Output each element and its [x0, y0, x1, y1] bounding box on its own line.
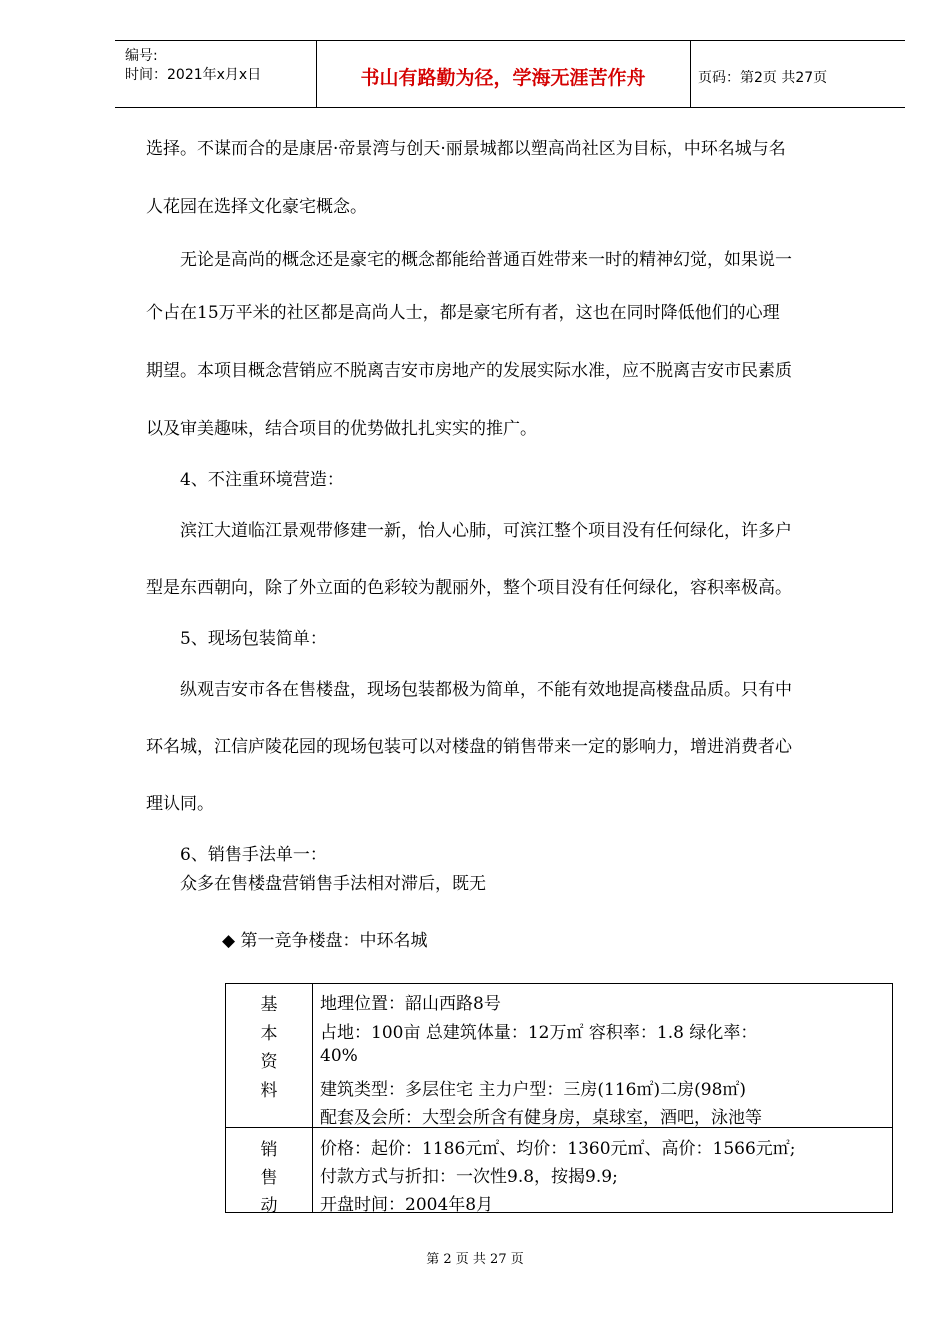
paragraph-line: 人花园在选择文化豪宅概念。: [146, 197, 367, 217]
paragraph-line: 众多在售楼盘营销售手法相对滞后，既无: [180, 874, 486, 894]
section-heading: 4、不注重环境营造：: [180, 470, 344, 490]
project-info-table: [225, 983, 893, 1216]
header-motto: 书山有路勤为径，学海无涯苦作舟: [360, 67, 646, 89]
table-cell-line: 建筑类型：多层住宅 主力户型：三房(116㎡)二房(98㎡): [320, 1080, 747, 1100]
section-heading: 6、销售手法单一：: [180, 845, 327, 865]
paragraph-line: 期望。本项目概念营销应不脱离吉安市房地产的发展实际水准，应不脱离吉安市民素质: [146, 361, 792, 381]
table-cell-line: 价格：起价：1186元㎡、均价：1360元㎡、高价：1566元㎡;: [320, 1139, 796, 1159]
paragraph-line: 以及审美趣味，结合项目的优势做扎扎实实的推广。: [146, 419, 537, 439]
table-column-divider: [312, 984, 313, 1212]
table-cell-line: 占地：100亩 总建筑体量：12万㎡ 容积率：1.8 绿化率：: [320, 1023, 758, 1043]
competitor-heading: [222, 931, 427, 951]
header-number-label: 编号:: [125, 48, 158, 64]
paragraph-line: 滨江大道临江景观带修建一新，怡人心肺，可滨江整个项目没有任何绿化，许多户: [180, 521, 792, 541]
page-header: [115, 40, 905, 108]
table-cell-line: 配套及会所：大型会所含有健身房，桌球室，酒吧，泳池等: [320, 1108, 762, 1128]
paragraph-line: 型是东西朝向，除了外立面的色彩较为靓丽外，整个项目没有任何绿化，容积率极高。: [146, 578, 792, 598]
table-label-char: 本: [260, 1024, 278, 1044]
table-label-char: 料: [260, 1081, 278, 1101]
paragraph-line: 个占在15万平米的社区都是高尚人士，都是豪宅所有者，这也在同时降低他们的心理: [146, 303, 780, 323]
paragraph-line: 无论是高尚的概念还是豪宅的概念都能给普通百姓带来一时的精神幻觉，如果说一: [180, 250, 792, 270]
table-label-char: 基: [260, 995, 278, 1015]
table-label-char: 动: [260, 1196, 278, 1216]
paragraph-line: 理认同。: [146, 794, 214, 814]
table-cell-line: 40%: [320, 1046, 358, 1066]
page-footer: 第 2 页 共 27 页: [426, 1252, 524, 1267]
table-cell-line: 开盘时间：2004年8月: [320, 1195, 494, 1215]
table-cell-line: 地理位置：韶山西路8号: [320, 994, 501, 1014]
section-heading: 5、现场包装简单：: [180, 629, 327, 649]
table-label-char: 资: [260, 1052, 278, 1072]
table-label-char: 售: [260, 1168, 278, 1188]
paragraph-line: 环名城，江信庐陵花园的现场包装可以对楼盘的销售带来一定的影响力，增进消费者心: [146, 737, 792, 757]
paragraph-line: 纵观吉安市各在售楼盘，现场包装都极为简单，不能有效地提高楼盘品质。只有中: [180, 680, 792, 700]
paragraph-line: 选择。不谋而合的是康居·帝景湾与创天·丽景城都以塑高尚社区为目标，中环名城与名: [146, 139, 786, 159]
header-time-label: 时间：2021年x月x日: [125, 67, 262, 83]
table-label-char: 销: [260, 1140, 278, 1160]
header-page-label: 页码：第2页 共27页: [698, 70, 828, 86]
table-cell-line: 付款方式与折扣：一次性9.8，按揭9.9;: [320, 1167, 618, 1187]
diamond-bullet-icon: ◆ 第一竞争楼盘：中环名城: [222, 931, 428, 951]
header-divider: [690, 41, 691, 107]
